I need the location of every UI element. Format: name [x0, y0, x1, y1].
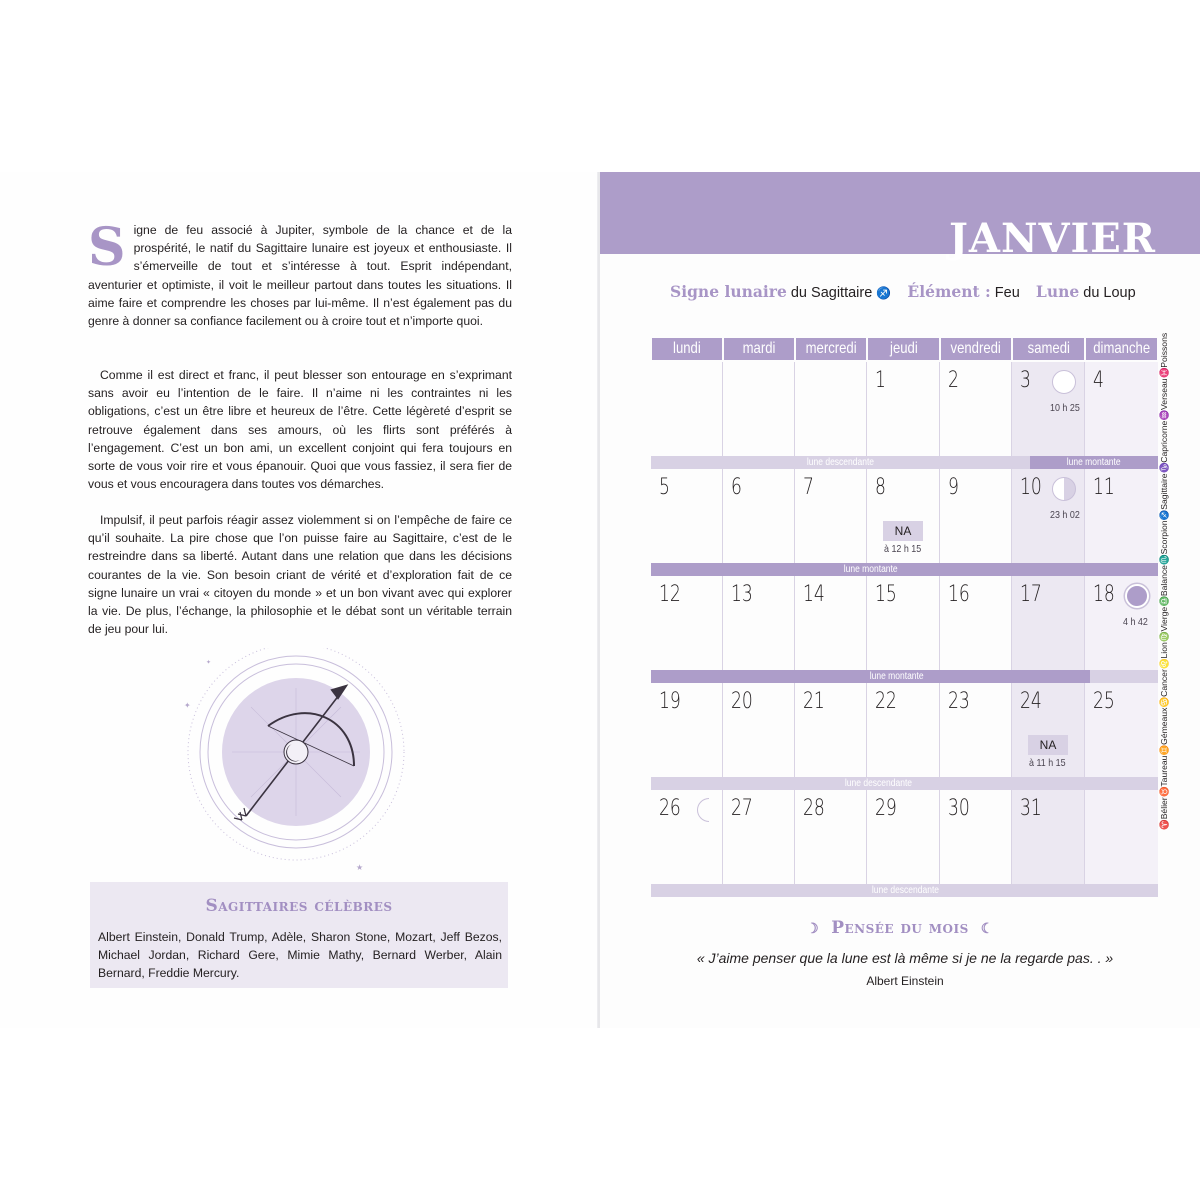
day-number: 20 — [731, 689, 753, 714]
left-page — [0, 172, 598, 1028]
day-cell — [867, 790, 940, 884]
weekday-header-jeudi — [868, 338, 939, 360]
day-number: 4 — [1093, 368, 1104, 393]
lune-band-label: lune descendante — [871, 885, 940, 896]
day-cell — [1012, 469, 1085, 563]
day-cell — [940, 790, 1012, 884]
lune-band-right — [1030, 456, 1158, 469]
day-number: 10 — [1020, 475, 1042, 500]
weekday-label: jeudi — [889, 340, 918, 357]
second-paragraph: Comme il est direct et franc, il peut blesser son entourage en s’exprimant sans avoir eu l’intention de le faire. Il n’aime ni les contraintes ni les obligations, c’est un être libre et heureux de l’être. Cette légèreté d’esprit se retrouve également dans ses amours, où les flirts sont préférés à l’engagement. C’est un bon ami, un excellent conjoint qui fera toujours en sorte de vous voir rire et vous épanouir. Quoi que vous fassiez, il sera fier de vous et vous encouragera dans toutes vos démarches. — [88, 368, 512, 492]
calendar-week-5 — [651, 790, 1158, 897]
lune-band-left — [651, 670, 1090, 683]
weekday-header-mercredi — [796, 338, 866, 360]
day-cell — [867, 469, 940, 563]
day-number: 28 — [803, 796, 825, 821]
day-cell — [940, 576, 1012, 670]
lunar-sign-label: Signe lunaire — [670, 282, 787, 301]
lune-band-label: lune montante — [1067, 457, 1121, 468]
day-number: 15 — [875, 582, 897, 607]
svg-text:✦: ✦ — [206, 660, 212, 666]
day-number: 6 — [731, 475, 742, 500]
zodiac-name: Scorpion — [1159, 520, 1169, 555]
lunar-node-badge: NA — [1028, 735, 1068, 755]
lune-band-label: lune descendante — [844, 778, 913, 789]
day-cell — [723, 362, 795, 456]
zodiac-item-balance — [1156, 565, 1172, 607]
day-cell — [1085, 362, 1158, 456]
moon-name-value: du Loup — [1079, 285, 1136, 301]
day-number: 25 — [1093, 689, 1115, 714]
day-number: 2 — [948, 368, 959, 393]
element-label: Élément : — [907, 282, 991, 301]
day-number: 11 — [1093, 475, 1115, 500]
weekday-label: vendredi — [950, 340, 1002, 357]
day-number: 5 — [659, 475, 670, 500]
lunar-node-badge: NA — [883, 521, 923, 541]
zodiac-symbol-icon: ♒ — [1159, 409, 1169, 421]
new-moon-icon — [1125, 584, 1149, 608]
zodiac-symbol-icon: ♍ — [1159, 631, 1169, 643]
day-number: 21 — [803, 689, 825, 714]
zodiac-symbol-icon: ♈ — [1159, 819, 1169, 830]
lunar-node-time: à 12 h 15 — [884, 543, 922, 555]
thought-title-text: Pensée du mois — [831, 918, 969, 938]
day-cell — [651, 790, 723, 884]
weekday-header-mardi — [724, 338, 794, 360]
day-cell — [867, 683, 940, 777]
intro-paragraph — [88, 217, 512, 330]
day-cell — [1012, 576, 1085, 670]
weekday-label: dimanche — [1093, 340, 1150, 357]
day-cell — [1012, 683, 1085, 777]
dropcap-letter: S — [88, 217, 126, 278]
zodiac-item-capricorne — [1156, 421, 1172, 474]
lune-band-left — [651, 456, 1030, 469]
zodiac-symbol-icon: ♓ — [1159, 367, 1169, 379]
month-title: JANVIER — [949, 215, 1156, 262]
celebrities-title: Sagittaires célèbres — [205, 896, 393, 916]
day-cell — [1012, 790, 1085, 884]
crescent-left-icon: ☽ — [806, 921, 820, 937]
day-number: 19 — [659, 689, 681, 714]
sagittarius-icon: ♐ — [876, 286, 892, 300]
day-number: 26 — [659, 796, 681, 821]
lunar-node-time: à 11 h 15 — [1029, 757, 1066, 769]
element-value: Feu — [990, 285, 1024, 301]
zodiac-name: Taureau — [1159, 755, 1169, 787]
day-cell — [867, 576, 940, 670]
zodiac-name: Poissons — [1159, 332, 1169, 368]
svg-text:✦: ✦ — [184, 701, 191, 710]
day-cell — [723, 790, 795, 884]
zodiac-symbol-icon: ♐ — [1159, 509, 1169, 521]
crescent-right-icon: ☾ — [980, 921, 994, 937]
lune-band-label: lune montante — [869, 671, 924, 682]
day-number: 3 — [1020, 368, 1031, 393]
day-cell — [651, 576, 723, 670]
zodiac-name: Balance — [1159, 565, 1169, 597]
third-paragraph: Impulsif, il peut parfois réagir assez violemment si on l’empêche de faire ce qu’il souhaite. La pire chose que l’on puisse faire au Sagittaire, c’est de le restreindre dans sa liberté. Autant dans une relation que dans les décisions courantes de la vie. Son besoin criant de vérité et d’exploration fait de ce signe lunaire un vrai « citoyen du monde » et un bon vivant avec qui explorer la vie. De plus, l’échange, la philosophie et le débat sont un véritable terrain de jeu pour lui. — [88, 513, 512, 637]
day-cell — [795, 683, 867, 777]
day-number: 17 — [1020, 582, 1042, 607]
first-quarter-moon-icon — [1052, 477, 1076, 501]
calendar-week-3 — [651, 576, 1158, 683]
zodiac-name: Gémeaux — [1159, 707, 1169, 745]
thought-of-month-title — [600, 918, 1200, 938]
right-page — [600, 172, 1200, 1028]
full-moon-icon — [1052, 370, 1076, 394]
zodiac-item-gémeaux — [1156, 708, 1172, 756]
zodiac-symbol-icon: ♌ — [1159, 658, 1169, 670]
day-cell — [795, 576, 867, 670]
zodiac-symbol-icon: ♑ — [1159, 462, 1169, 474]
weekday-header-dimanche — [1086, 338, 1157, 360]
day-number: 8 — [875, 475, 886, 500]
day-cell — [651, 683, 723, 777]
zodiac-list — [1156, 332, 1172, 830]
calendar-week-4 — [651, 683, 1158, 790]
day-cell — [795, 362, 867, 456]
moon-phase-time: 23 h 02 — [1050, 509, 1080, 521]
weekday-label: mardi — [742, 340, 776, 357]
weekday-label: samedi — [1027, 340, 1070, 357]
day-cell — [1085, 576, 1158, 670]
day-cell — [1085, 469, 1158, 563]
zodiac-name: Capricorne — [1159, 420, 1169, 463]
thought-quote: « J’aime penser que la lune est là même si je ne la regarde pas. . » — [696, 950, 1114, 966]
zodiac-name: Sagittaire — [1159, 473, 1169, 510]
zodiac-name: Lion — [1159, 642, 1169, 659]
day-cell — [1085, 790, 1158, 884]
zodiac-item-verseau — [1156, 378, 1172, 420]
lune-band-label: lune descendante — [806, 457, 875, 468]
weekday-label: mercredi — [805, 340, 857, 357]
weekday-header-lundi — [652, 338, 722, 360]
day-cell — [723, 683, 795, 777]
day-cell — [1012, 362, 1085, 456]
zodiac-name: Vierge — [1159, 606, 1169, 632]
day-number: 13 — [731, 582, 753, 607]
moon-info-line — [670, 282, 1136, 301]
moon-name-label: Lune — [1035, 282, 1080, 301]
lune-band — [651, 563, 1158, 576]
moon-phase-time: 4 h 42 — [1123, 616, 1148, 628]
day-number: 7 — [803, 475, 814, 500]
zodiac-item-taureau — [1156, 756, 1172, 798]
day-cell — [795, 790, 867, 884]
lune-band — [651, 777, 1158, 790]
celebrities-box — [90, 882, 508, 988]
day-number: 16 — [948, 582, 970, 607]
day-cell — [651, 362, 723, 456]
zodiac-item-vierge — [1156, 607, 1172, 642]
moon-phase-time: 10 h 25 — [1050, 402, 1080, 414]
day-number: 24 — [1020, 689, 1042, 714]
day-number: 31 — [1020, 796, 1042, 821]
book-spread — [0, 172, 1200, 1028]
day-cell — [723, 576, 795, 670]
day-cell — [1085, 683, 1158, 777]
zodiac-symbol-icon: ♎ — [1159, 596, 1169, 607]
day-number: 1 — [875, 368, 886, 393]
lune-band — [651, 884, 1158, 897]
day-number: 29 — [875, 796, 897, 821]
celebrities-list: Albert Einstein, Donald Trump, Adèle, Sharon Stone, Mozart, Jeff Bezos, Michael Jordan, Richard Gere, Mimie Mathy, Bernard Werber, Alain Bernard, Freddie Mercury. — [98, 930, 502, 981]
zodiac-symbol-icon: ♋ — [1159, 696, 1169, 708]
day-cell — [795, 469, 867, 563]
day-cell — [940, 683, 1012, 777]
lunar-sign-value: du Sagittaire — [786, 285, 877, 301]
zodiac-name: Verseau — [1159, 378, 1169, 410]
weekday-label: lundi — [673, 340, 701, 357]
zodiac-name: Cancer — [1159, 669, 1169, 697]
day-number: 30 — [948, 796, 970, 821]
zodiac-symbol-icon: ♏ — [1159, 554, 1169, 566]
svg-text:★: ★ — [356, 863, 364, 872]
day-cell — [723, 469, 795, 563]
day-number: 12 — [659, 582, 681, 607]
calendar-week-2 — [651, 469, 1158, 576]
lune-band-label: lune montante — [843, 564, 898, 575]
weekday-header-vendredi — [941, 338, 1011, 360]
zodiac-strip — [1156, 332, 1172, 830]
day-number: 27 — [731, 796, 753, 821]
sagittarius-bow-arrow-icon — [176, 648, 416, 878]
zodiac-item-bélier — [1156, 797, 1172, 830]
zodiac-item-scorpion — [1156, 520, 1172, 565]
zodiac-name: Bélier — [1159, 797, 1169, 820]
thought-author: Albert Einstein — [866, 974, 944, 988]
zodiac-item-cancer — [1156, 669, 1172, 707]
intro-paragraph-text: igne de feu associé à Jupiter, symbole de la chance et de la prospérité, le natif du Sagittaire lunaire est joyeux et enthousiaste. Il s’émerveille de tout et s’intéresse à tout. Esprit indépendant, aventurier et optimiste, il voit le meilleur partout dans toutes les situations. Il aime faire et comprendre les choses par lui-même. Il n’est également pas du genre à donner sa confiance facilement ou à croire tout et n’importe quoi. — [88, 223, 512, 329]
day-number: 9 — [948, 475, 959, 500]
calendar-week-1 — [651, 362, 1158, 469]
day-cell — [651, 469, 723, 563]
day-number: 22 — [875, 689, 897, 714]
day-number: 23 — [948, 689, 970, 714]
lune-band-right — [1090, 670, 1158, 683]
zodiac-symbol-icon: ♉ — [1159, 786, 1169, 798]
day-cell — [867, 362, 940, 456]
day-cell — [940, 469, 1012, 563]
day-number: 18 — [1093, 582, 1115, 607]
zodiac-symbol-icon: ♊ — [1159, 744, 1169, 756]
zodiac-item-poissons — [1156, 333, 1172, 379]
day-cell — [940, 362, 1012, 456]
zodiac-item-sagittaire — [1156, 473, 1172, 520]
weekday-header-samedi — [1013, 338, 1084, 360]
day-number: 14 — [803, 582, 825, 607]
last-quarter-moon-icon — [697, 798, 709, 822]
zodiac-item-lion — [1156, 642, 1172, 669]
